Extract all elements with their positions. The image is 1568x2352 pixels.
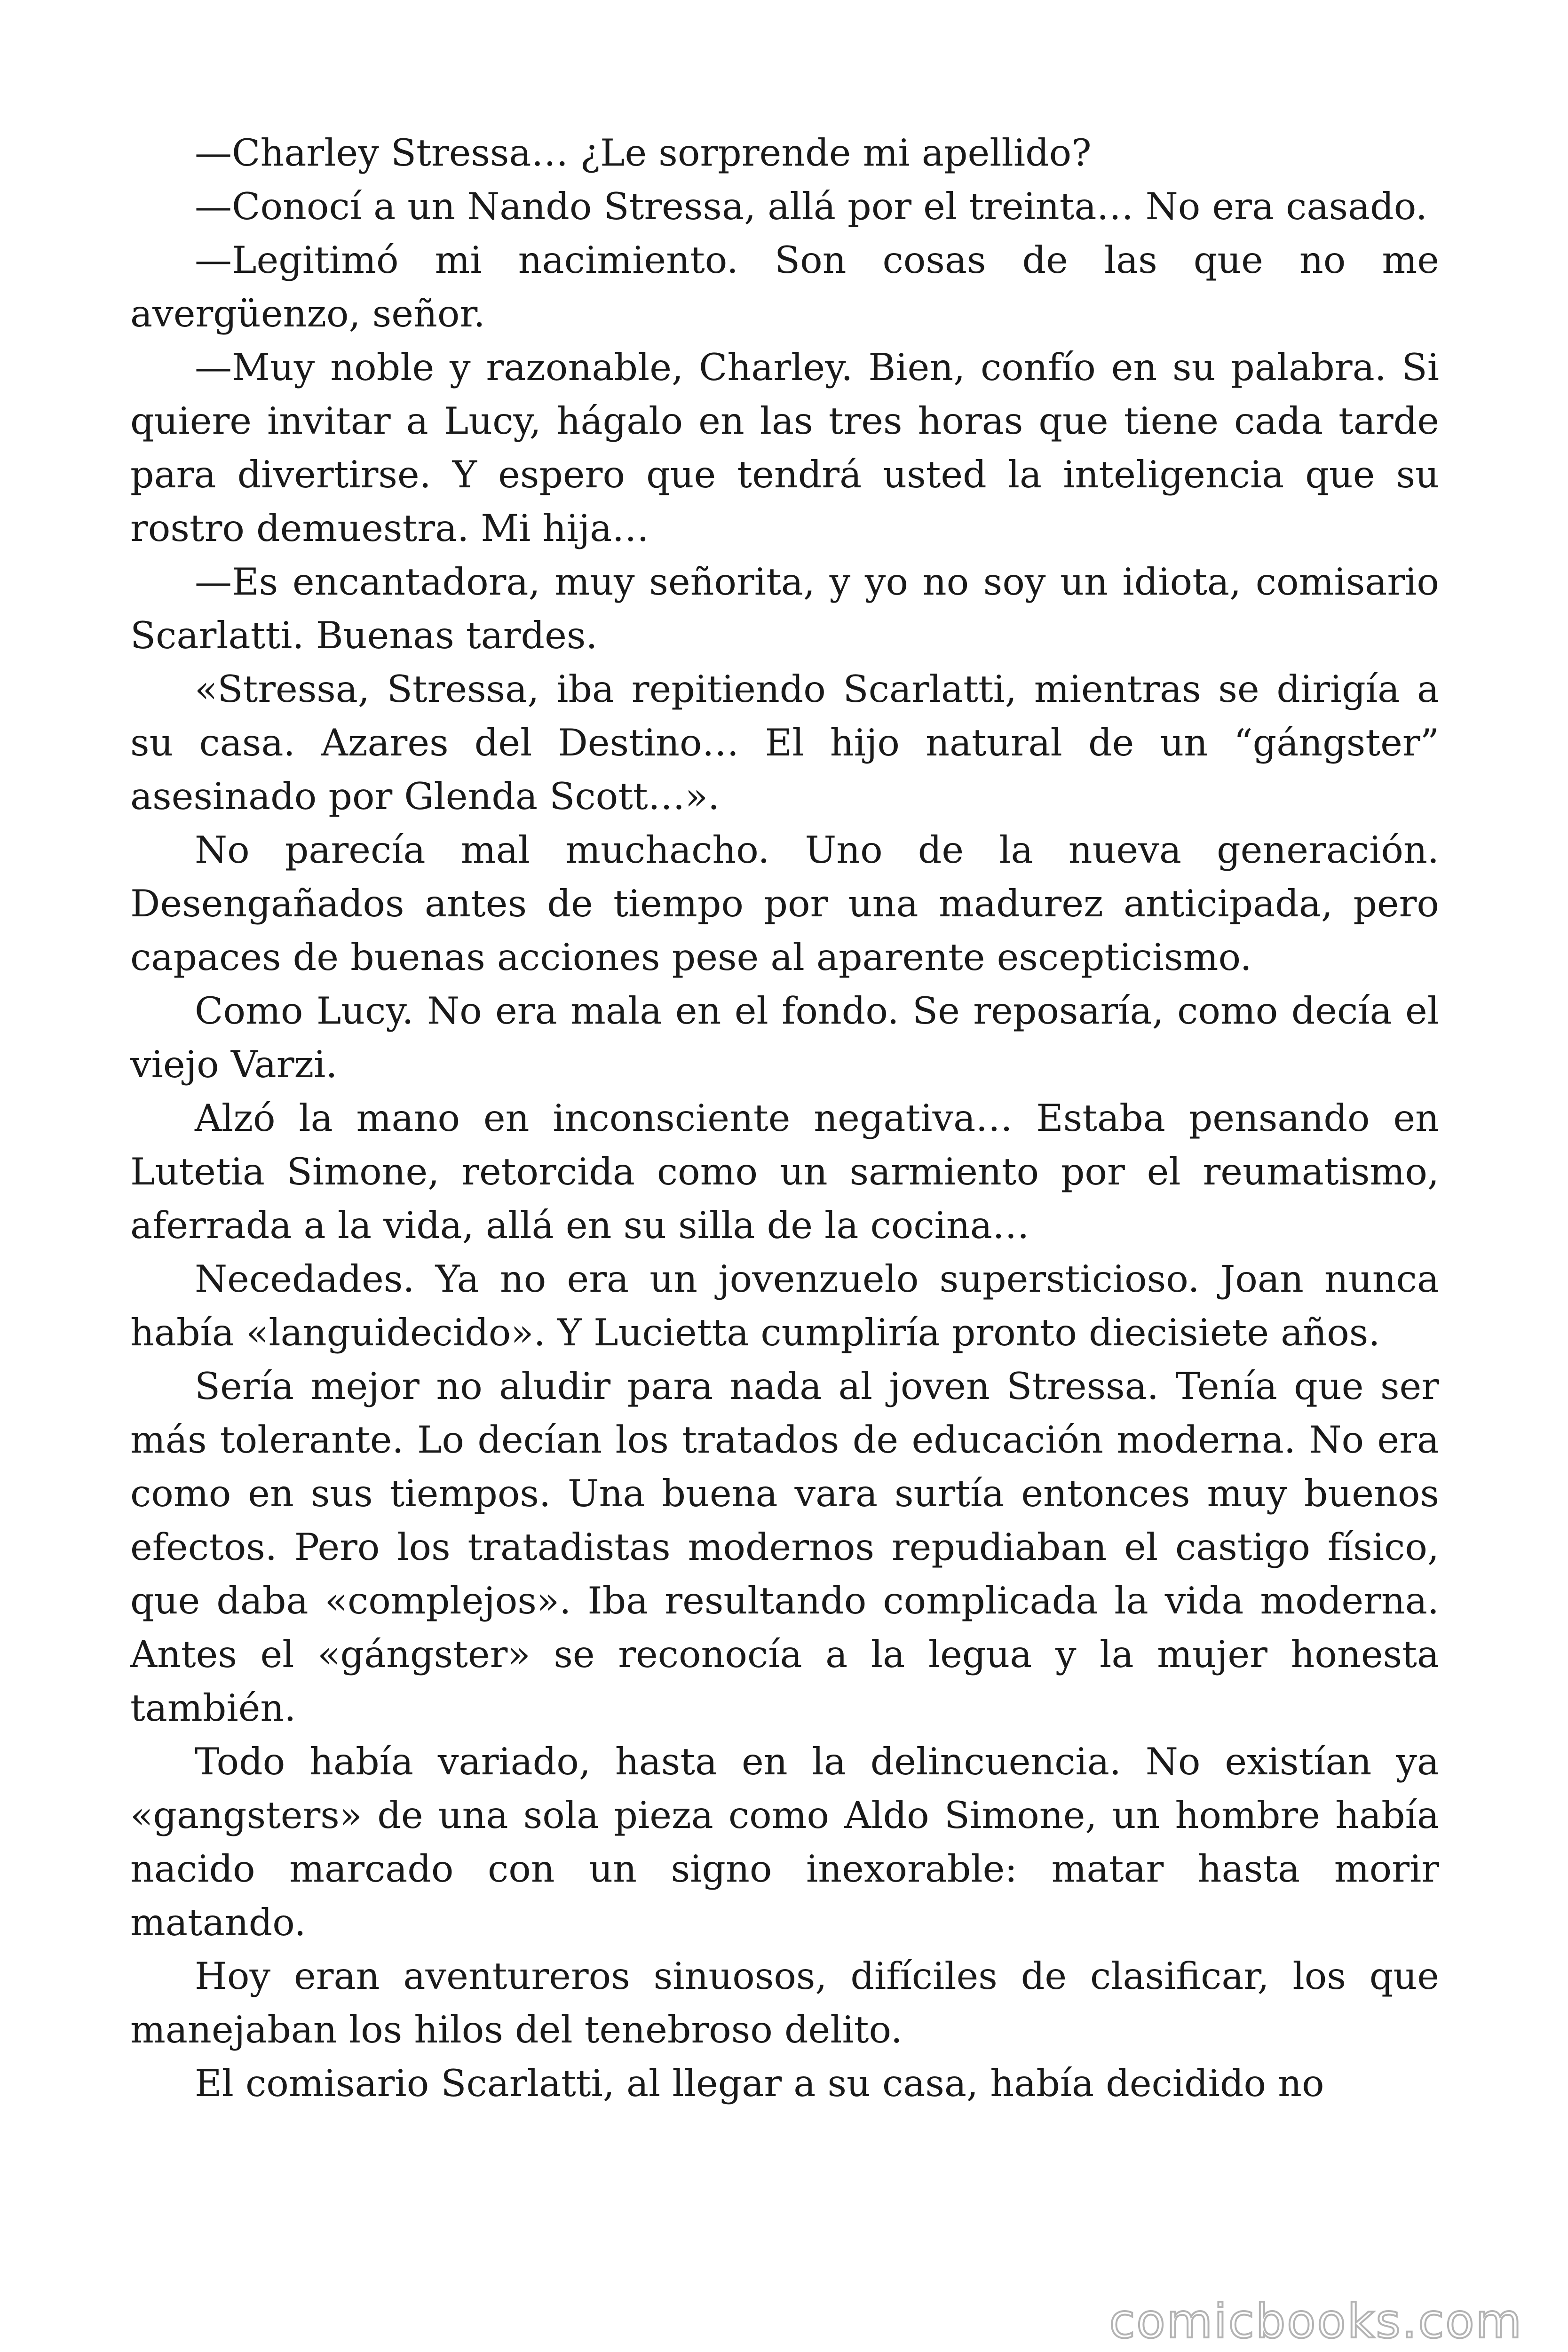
paragraph: —Es encantadora, muy señorita, y yo no soy un idiota, comisario Scarlatti. Buenas tardes. (130, 560, 1439, 657)
paragraph: —Conocí a un Nando Stressa, allá por el treinta… No era casado. (195, 185, 1428, 228)
paragraph: Todo había variado, hasta en la delincuencia. No existían ya «gangsters» de una sola pieza como Aldo Simone, un hombre había nacido marcado con un signo inexorable: matar hasta morir matando. (130, 1740, 1439, 1944)
paragraph: Sería mejor no aludir para nada al joven Stressa. Tenía que ser más tolerante. Lo decían los tratados de educación moderna. No era como en sus tiempos. Una buena vara surtía entonces muy buenos efectos. Pero los tratadistas modernos repudiaban el castigo físico, que daba «complejos». Iba resultando complicada la vida moderna. Antes el «gángster» se reconocía a la legua y la mujer honesta también. (130, 1365, 1439, 1730)
watermark-logo: comicbooks.com (1109, 2294, 1523, 2349)
paragraph: Alzó la mano en inconsciente negativa… Estaba pensando en Lutetia Simone, retorcida como un sarmiento por el reumatismo, aferrada a la vida, allá en su silla de la cocina… (130, 1097, 1439, 1247)
paragraph: El comisario Scarlatti, al llegar a su casa, había decidido no (195, 2062, 1324, 2105)
paragraph: —Legitimó mi nacimiento. Son cosas de las que no me avergüenzo, señor. (130, 238, 1439, 335)
paragraph: No parecía mal muchacho. Uno de la nueva generación. Desengañados antes de tiempo por una madurez anticipada, pero capaces de buenas acciones pese al aparente escepticismo. (130, 828, 1439, 979)
paragraph: Hoy eran aventureros sinuosos, difíciles de clasificar, los que manejaban los hilos del tenebroso delito. (130, 1955, 1439, 2051)
paragraph: Necedades. Ya no era un jovenzuelo supersticioso. Joan nunca había «languidecido». Y Lucietta cumpliría pronto diecisiete años. (130, 1257, 1439, 1354)
body-text (130, 126, 1439, 2110)
paragraph: —Muy noble y razonable, Charley. Bien, confío en su palabra. Si quiere invitar a Lucy, hágalo en las tres horas que tiene cada tarde para divertirse. Y espero que tendrá usted la inteligencia que su rostro demuestra. Mi hija… (130, 346, 1439, 550)
paragraph: —Charley Stressa… ¿Le sorprende mi apellido? (195, 131, 1092, 175)
paragraph: Como Lucy. No era mala en el fondo. Se reposaría, como decía el viejo Varzi. (130, 989, 1439, 1086)
paragraph: «Stressa, Stressa, iba repitiendo Scarlatti, mientras se dirigía a su casa. Azares del Destino… El hijo natural de un “gángster” asesinado por Glenda Scott…». (130, 667, 1439, 818)
